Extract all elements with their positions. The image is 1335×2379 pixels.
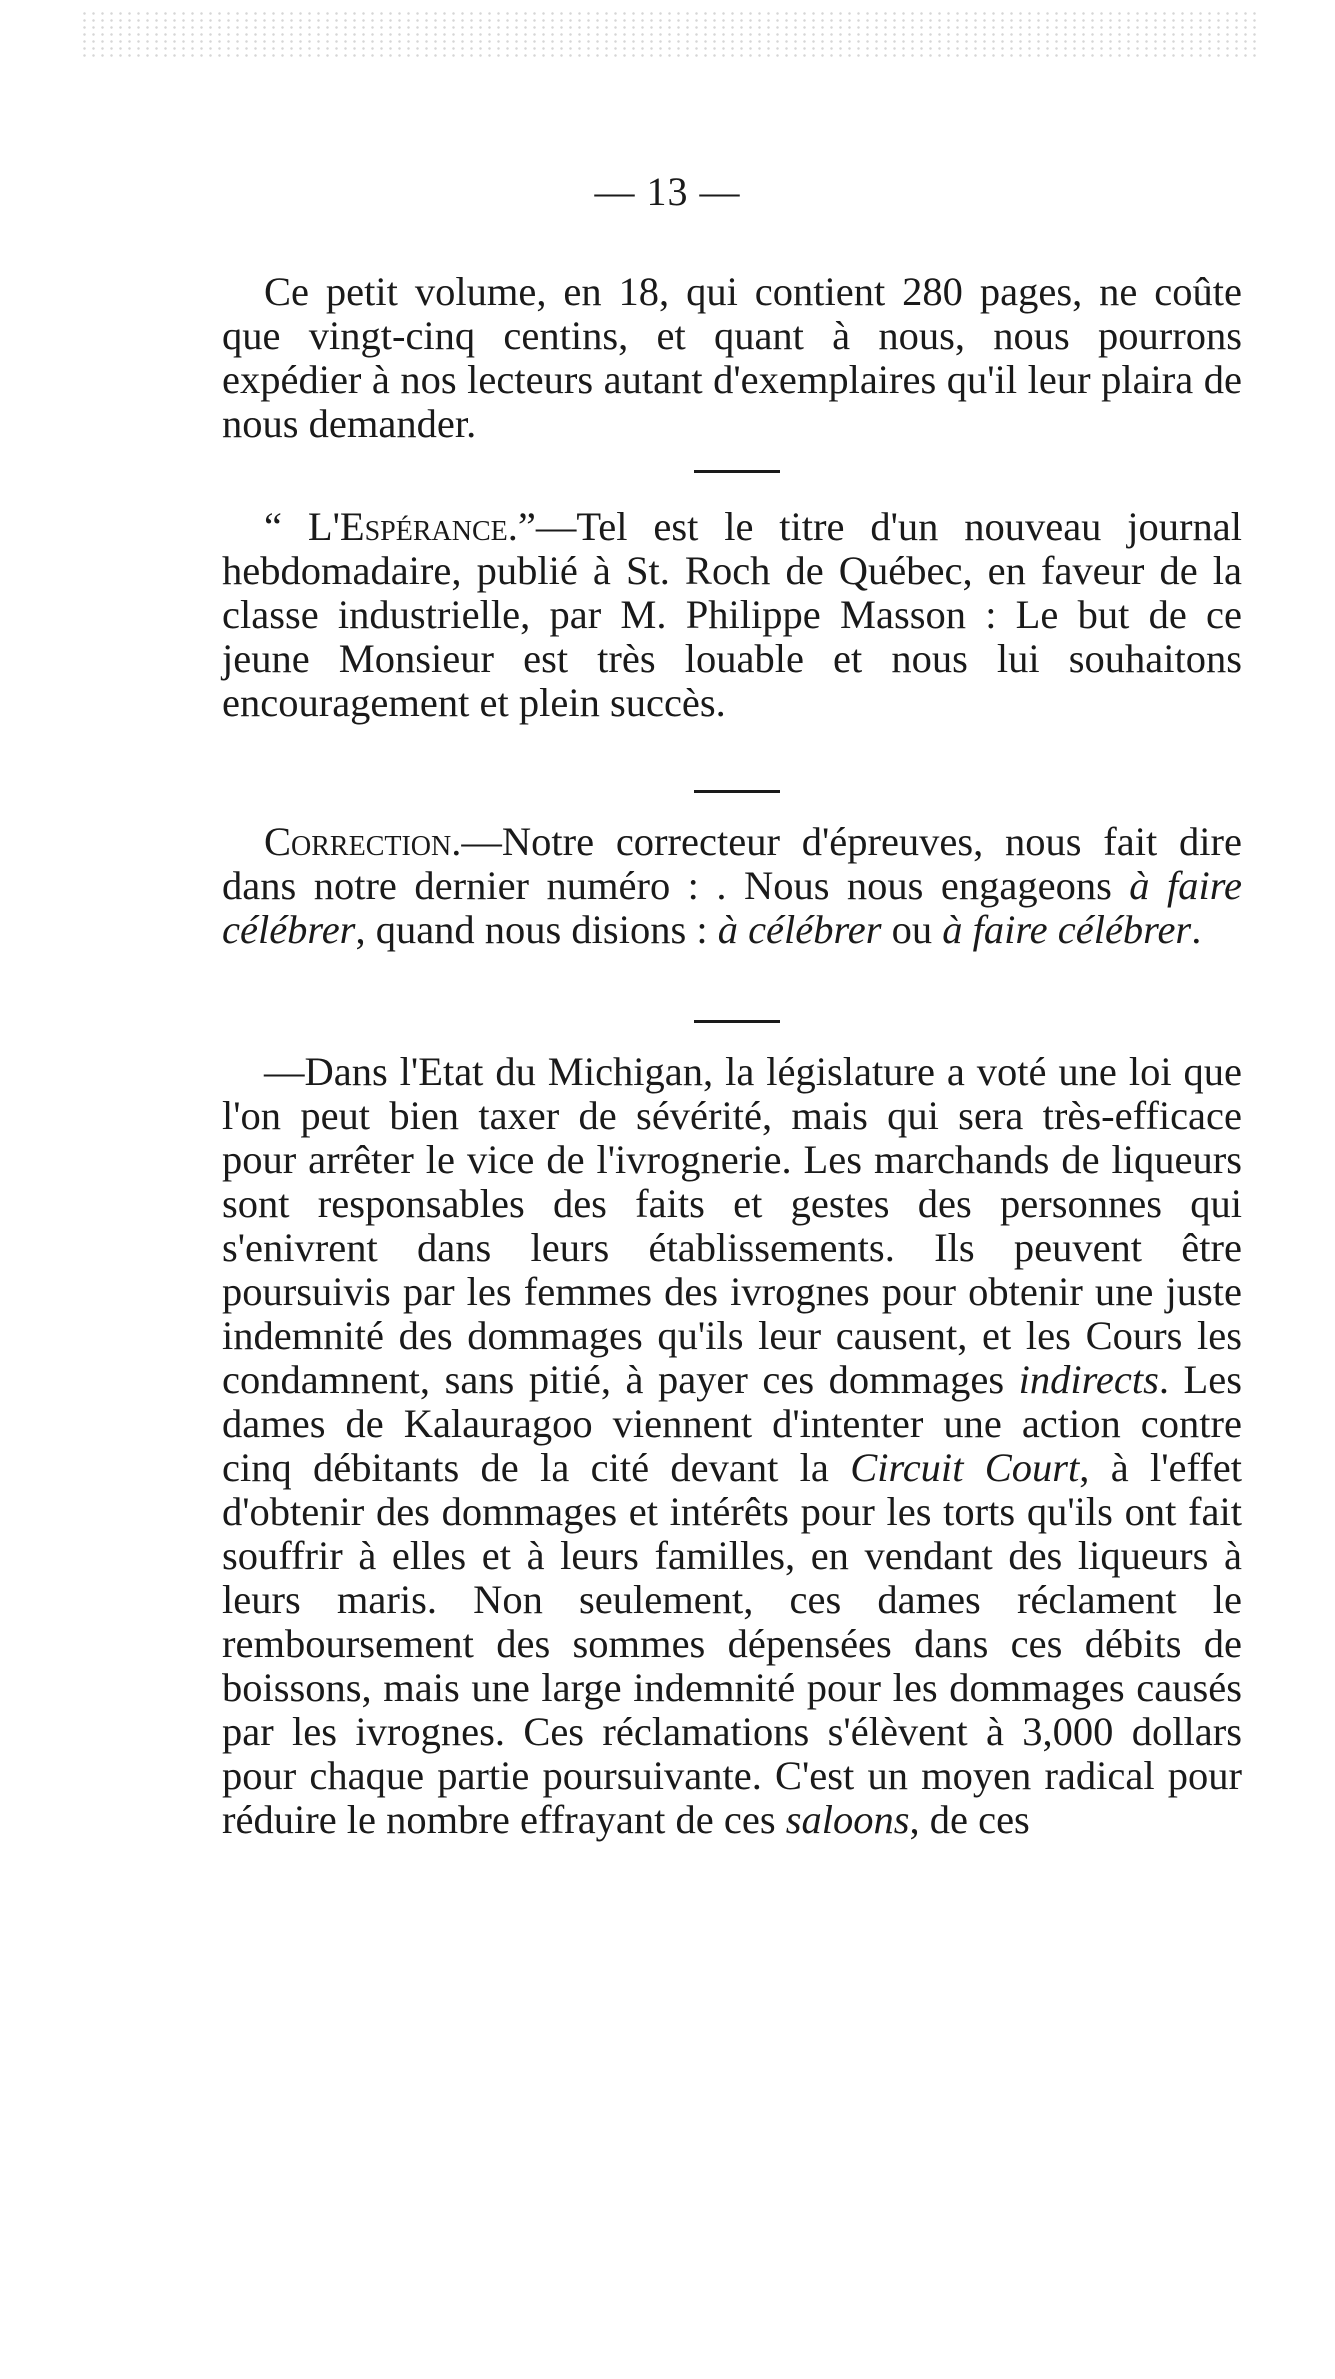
- paragraph-4-text: , de ces: [909, 1797, 1030, 1842]
- paragraph-3-text: .: [1191, 907, 1202, 952]
- paragraph-4-text: , à l'effet d'obtenir des dommages et intérêts pour les torts qu'ils ont fait souffrir à elles et à leurs familles, en vendant des liqueurs à leurs maris. Non seulement, ces dames réclament le remboursement des sommes dépensées dans ces débits de boissons, mais une large indemnité pour les dommages causés par les ivrognes. Ces réclamations s'élèvent à 3,000 dollars pour chaque partie poursuivante. C'est un moyen radical pour réduire le nombre effrayant de ces: [222, 1445, 1242, 1842]
- italic-phrase: à célébrer: [717, 907, 882, 952]
- paragraph-4-text: —Dans l'Etat du Michigan, la législature a voté une loi que l'on peut bien taxer de sévérité, mais qui sera très-efficace pour arrêter le vice de l'ivrognerie. Les marchands de liqueurs sont responsables des faits et gestes des personnes qui s'enivrent dans leurs établissements. Ils peuvent être poursuivis par les femmes des ivrognes pour obtenir une juste indemnité des dommages qu'ils leur causent, et les Cours les condamnent, sans pitié, à payer ces dommages: [222, 1049, 1242, 1402]
- section-divider: [694, 1020, 780, 1023]
- italic-phrase: indirects: [1018, 1357, 1159, 1402]
- paragraph-1-text: Ce petit volume, en 18, qui contient 280 pages, ne coûte que vingt-cinq centins, et quant à nous, nous pourrons expédier à nos lecteurs autant d'exemplaires qu'il leur plaira de nous demander.: [222, 269, 1242, 446]
- paragraph-1: [222, 270, 1242, 446]
- paragraph-2-text: —Tel est le titre d'un nouveau journal hebdomadaire, publié à St. Roch de Québec, en faveur de la classe industrielle, par M. Philippe Masson : Le but de ce jeune Monsieur est très louable et nous lui souhaitons encouragement et plein succès.: [222, 504, 1243, 725]
- paragraph-3: [222, 820, 1242, 952]
- paragraph-3-text: —Notre correcteur d'épreuves, nous fait dire dans notre dernier numéro : . Nous nous engageons: [222, 819, 1242, 908]
- paragraph-4-text: . Les dames de Kalauragoo viennent d'intenter une action contre cinq débitants de la cité devant la: [222, 1357, 1242, 1490]
- section-divider: [694, 470, 780, 473]
- section-divider: [694, 790, 780, 793]
- paragraph-3-lead: Correction.: [264, 819, 462, 864]
- scan-noise: [80, 10, 1260, 60]
- italic-phrase: à faire célébrer: [222, 863, 1242, 952]
- paragraph-2-lead: “ L'Espérance.”: [264, 504, 536, 549]
- paragraph-3-text: ou: [881, 907, 943, 952]
- page-number: — 13 —: [594, 169, 741, 214]
- paragraph-4: [222, 1050, 1242, 1842]
- italic-phrase: saloons: [785, 1797, 910, 1842]
- paragraph-3-text: , quand nous disions :: [355, 907, 718, 952]
- italic-phrase: à faire célébrer: [942, 907, 1192, 952]
- italic-phrase: Circuit Court: [850, 1445, 1080, 1490]
- paragraph-2: [222, 505, 1242, 725]
